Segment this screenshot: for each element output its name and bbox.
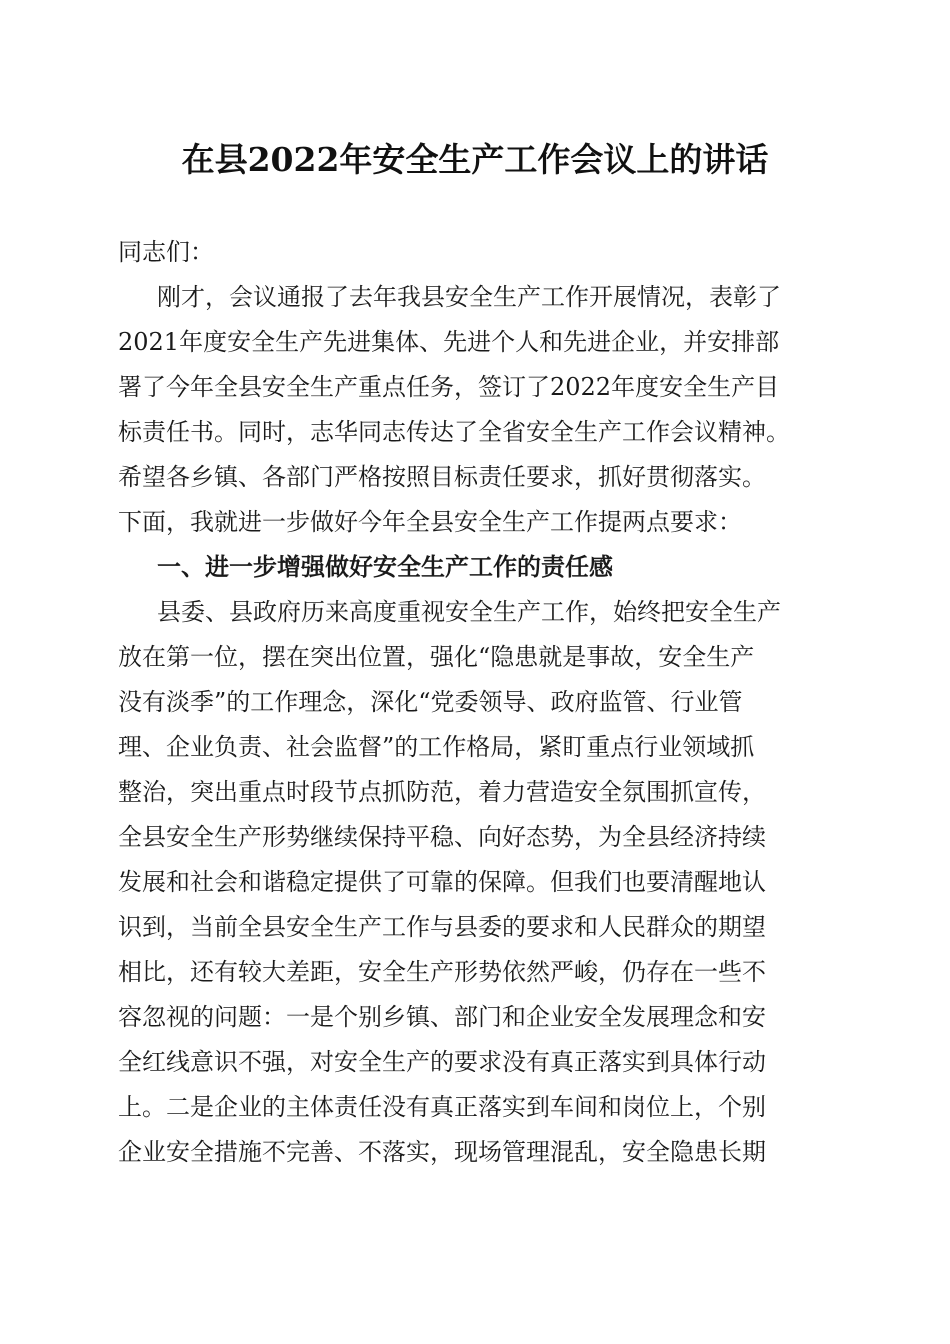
paragraph-line: 全县安全生产形势继续保持平稳、向好态势，为全县经济持续 xyxy=(118,823,766,851)
paragraph-line: 理、企业负责、社会监督”的工作格局，紧盯重点行业领域抓 xyxy=(118,733,755,761)
paragraph-line: 上。二是企业的主体责任没有真正落实到车间和岗位上，个别 xyxy=(118,1093,766,1121)
paragraph-line: 相比，还有较大差距，安全生产形势依然严峻，仍存在一些不 xyxy=(118,958,766,986)
document-body xyxy=(118,230,838,1175)
paragraph-line: 没有淡季”的工作理念，深化“党委领导、政府监管、行业管 xyxy=(118,688,743,716)
paragraph-line: 放在第一位，摆在突出位置，强化“隐患就是事故，安全生产 xyxy=(118,643,755,671)
section-heading: 一、进一步增强做好安全生产工作的责任感 xyxy=(157,553,613,581)
salutation: 同志们： xyxy=(118,238,214,266)
paragraph-line: 下面，我就进一步做好今年全县安全生产工作提两点要求： xyxy=(118,508,742,536)
paragraph-line: 发展和社会和谐稳定提供了可靠的保障。但我们也要清醒地认 xyxy=(118,868,766,896)
paragraph-line: 容忽视的问题：一是个别乡镇、部门和企业安全发展理念和安 xyxy=(118,1003,766,1031)
paragraph-line: 希望各乡镇、各部门严格按照目标责任要求，抓好贯彻落实。 xyxy=(118,463,766,491)
document-title: 在县2022年安全生产工作会议上的讲话 xyxy=(181,140,769,179)
paragraph-line: 全红线意识不强，对安全生产的要求没有真正落实到具体行动 xyxy=(118,1048,766,1076)
paragraph-line: 识到，当前全县安全生产工作与县委的要求和人民群众的期望 xyxy=(118,913,766,941)
paragraph-line: 刚才，会议通报了去年我县安全生产工作开展情况，表彰了 xyxy=(157,283,781,311)
paragraph-line: 2021年度安全生产先进集体、先进个人和先进企业，并安排部 xyxy=(118,328,780,356)
paragraph-line: 署了今年全县安全生产重点任务，签订了2022年度安全生产目 xyxy=(118,373,780,401)
paragraph-line: 标责任书。同时，志华同志传达了全省安全生产工作会议精神。 xyxy=(118,418,790,446)
paragraph-line: 县委、县政府历来高度重视安全生产工作，始终把安全生产 xyxy=(157,598,781,626)
paragraph-line: 企业安全措施不完善、不落实，现场管理混乱，安全隐患长期 xyxy=(118,1138,766,1166)
paragraph-line: 整治，突出重点时段节点抓防范，着力营造安全氛围抓宣传， xyxy=(118,778,766,806)
